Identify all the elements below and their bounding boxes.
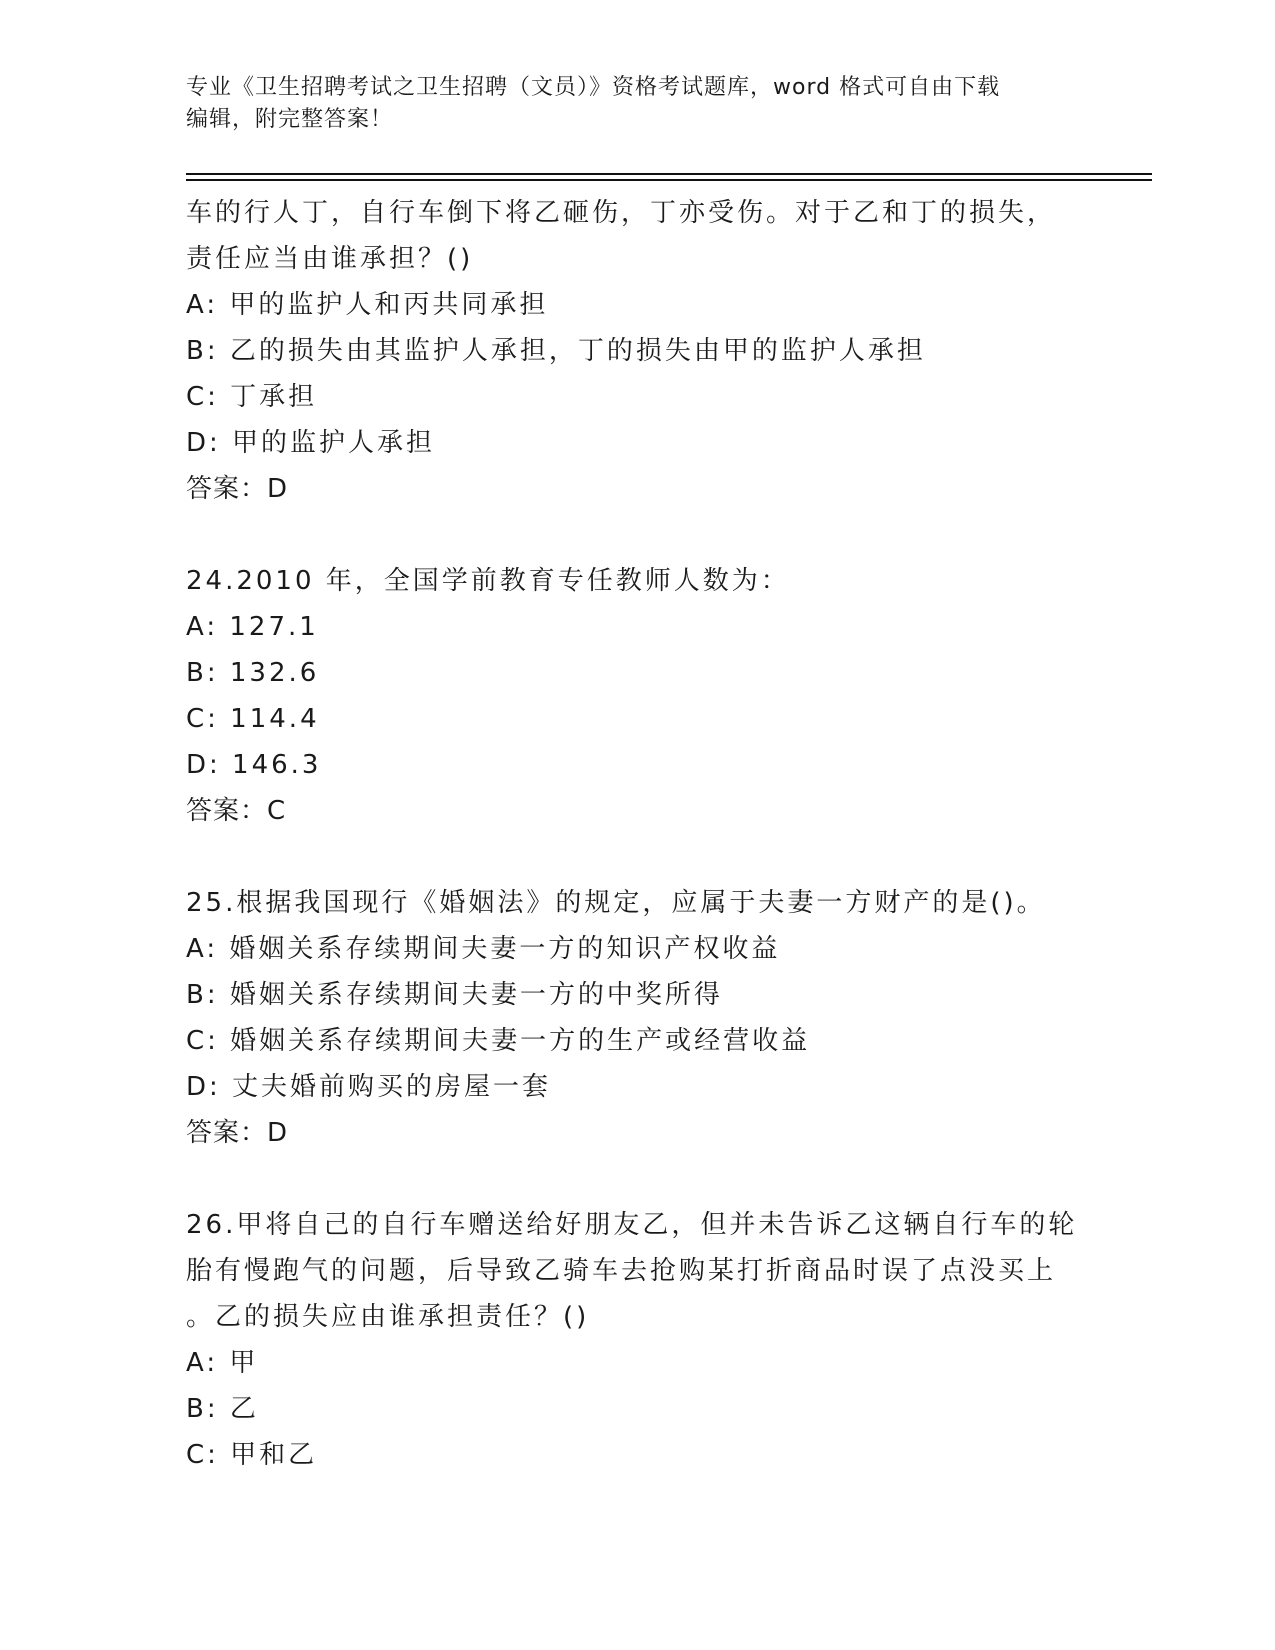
question-text: 24.2010 年，全国学前教育专任教师人数为： (186, 566, 790, 596)
question-text: 车的行人丁，自行车倒下将乙砸伤，丁亦受伤。对于乙和丁的损失， (186, 198, 1057, 228)
option-b: B: 乙的损失由其监护人承担，丁的损失由甲的监护人承担 (186, 336, 926, 366)
spacer (186, 512, 1086, 558)
question-text: 25.根据我国现行《婚姻法》的规定，应属于夫妻一方财产的是()。 (186, 888, 1046, 918)
option-a: A: 甲 (186, 1348, 259, 1378)
header-line-1: 专业《卫生招聘考试之卫生招聘（文员）》资格考试题库，word 格式可自由下载 (186, 75, 1001, 100)
option-a: A: 127.1 (186, 612, 319, 642)
option-c: C: 丁承担 (186, 382, 318, 412)
option-b: B: 乙 (186, 1394, 259, 1424)
option-c: C: 甲和乙 (186, 1440, 318, 1470)
question-list (186, 190, 1086, 1478)
option-d: D: 甲的监护人承担 (186, 428, 436, 458)
document-header (186, 72, 1066, 136)
question-23 (186, 190, 1086, 512)
answer: 答案：D (186, 474, 289, 504)
option-a: A: 婚姻关系存续期间夫妻一方的知识产权收益 (186, 934, 781, 964)
question-26 (186, 1202, 1086, 1478)
option-d: D: 146.3 (186, 750, 322, 780)
option-c: C: 114.4 (186, 704, 320, 734)
question-text: 26.甲将自己的自行车赠送给好朋友乙，但并未告诉乙这辆自行车的轮 (186, 1210, 1078, 1240)
option-b: B: 132.6 (186, 658, 320, 688)
option-d: D: 丈夫婚前购买的房屋一套 (186, 1072, 552, 1102)
option-c: C: 婚姻关系存续期间夫妻一方的生产或经营收益 (186, 1026, 811, 1056)
option-b: B: 婚姻关系存续期间夫妻一方的中奖所得 (186, 980, 723, 1010)
spacer (186, 1156, 1086, 1202)
question-text: 责任应当由谁承担？() (186, 244, 474, 274)
header-divider-top (186, 173, 1152, 175)
question-25 (186, 880, 1086, 1156)
question-text: 胎有慢跑气的问题，后导致乙骑车去抢购某打折商品时误了点没买上 (186, 1256, 1057, 1286)
question-24 (186, 558, 1086, 834)
header-divider-bottom (186, 179, 1152, 181)
question-text: 。乙的损失应由谁承担责任？() (186, 1302, 590, 1332)
spacer (186, 834, 1086, 880)
answer: 答案：D (186, 1118, 289, 1148)
header-line-2: 编辑，附完整答案！ (186, 107, 394, 132)
option-a: A: 甲的监护人和丙共同承担 (186, 290, 549, 320)
answer: 答案：C (186, 796, 287, 826)
